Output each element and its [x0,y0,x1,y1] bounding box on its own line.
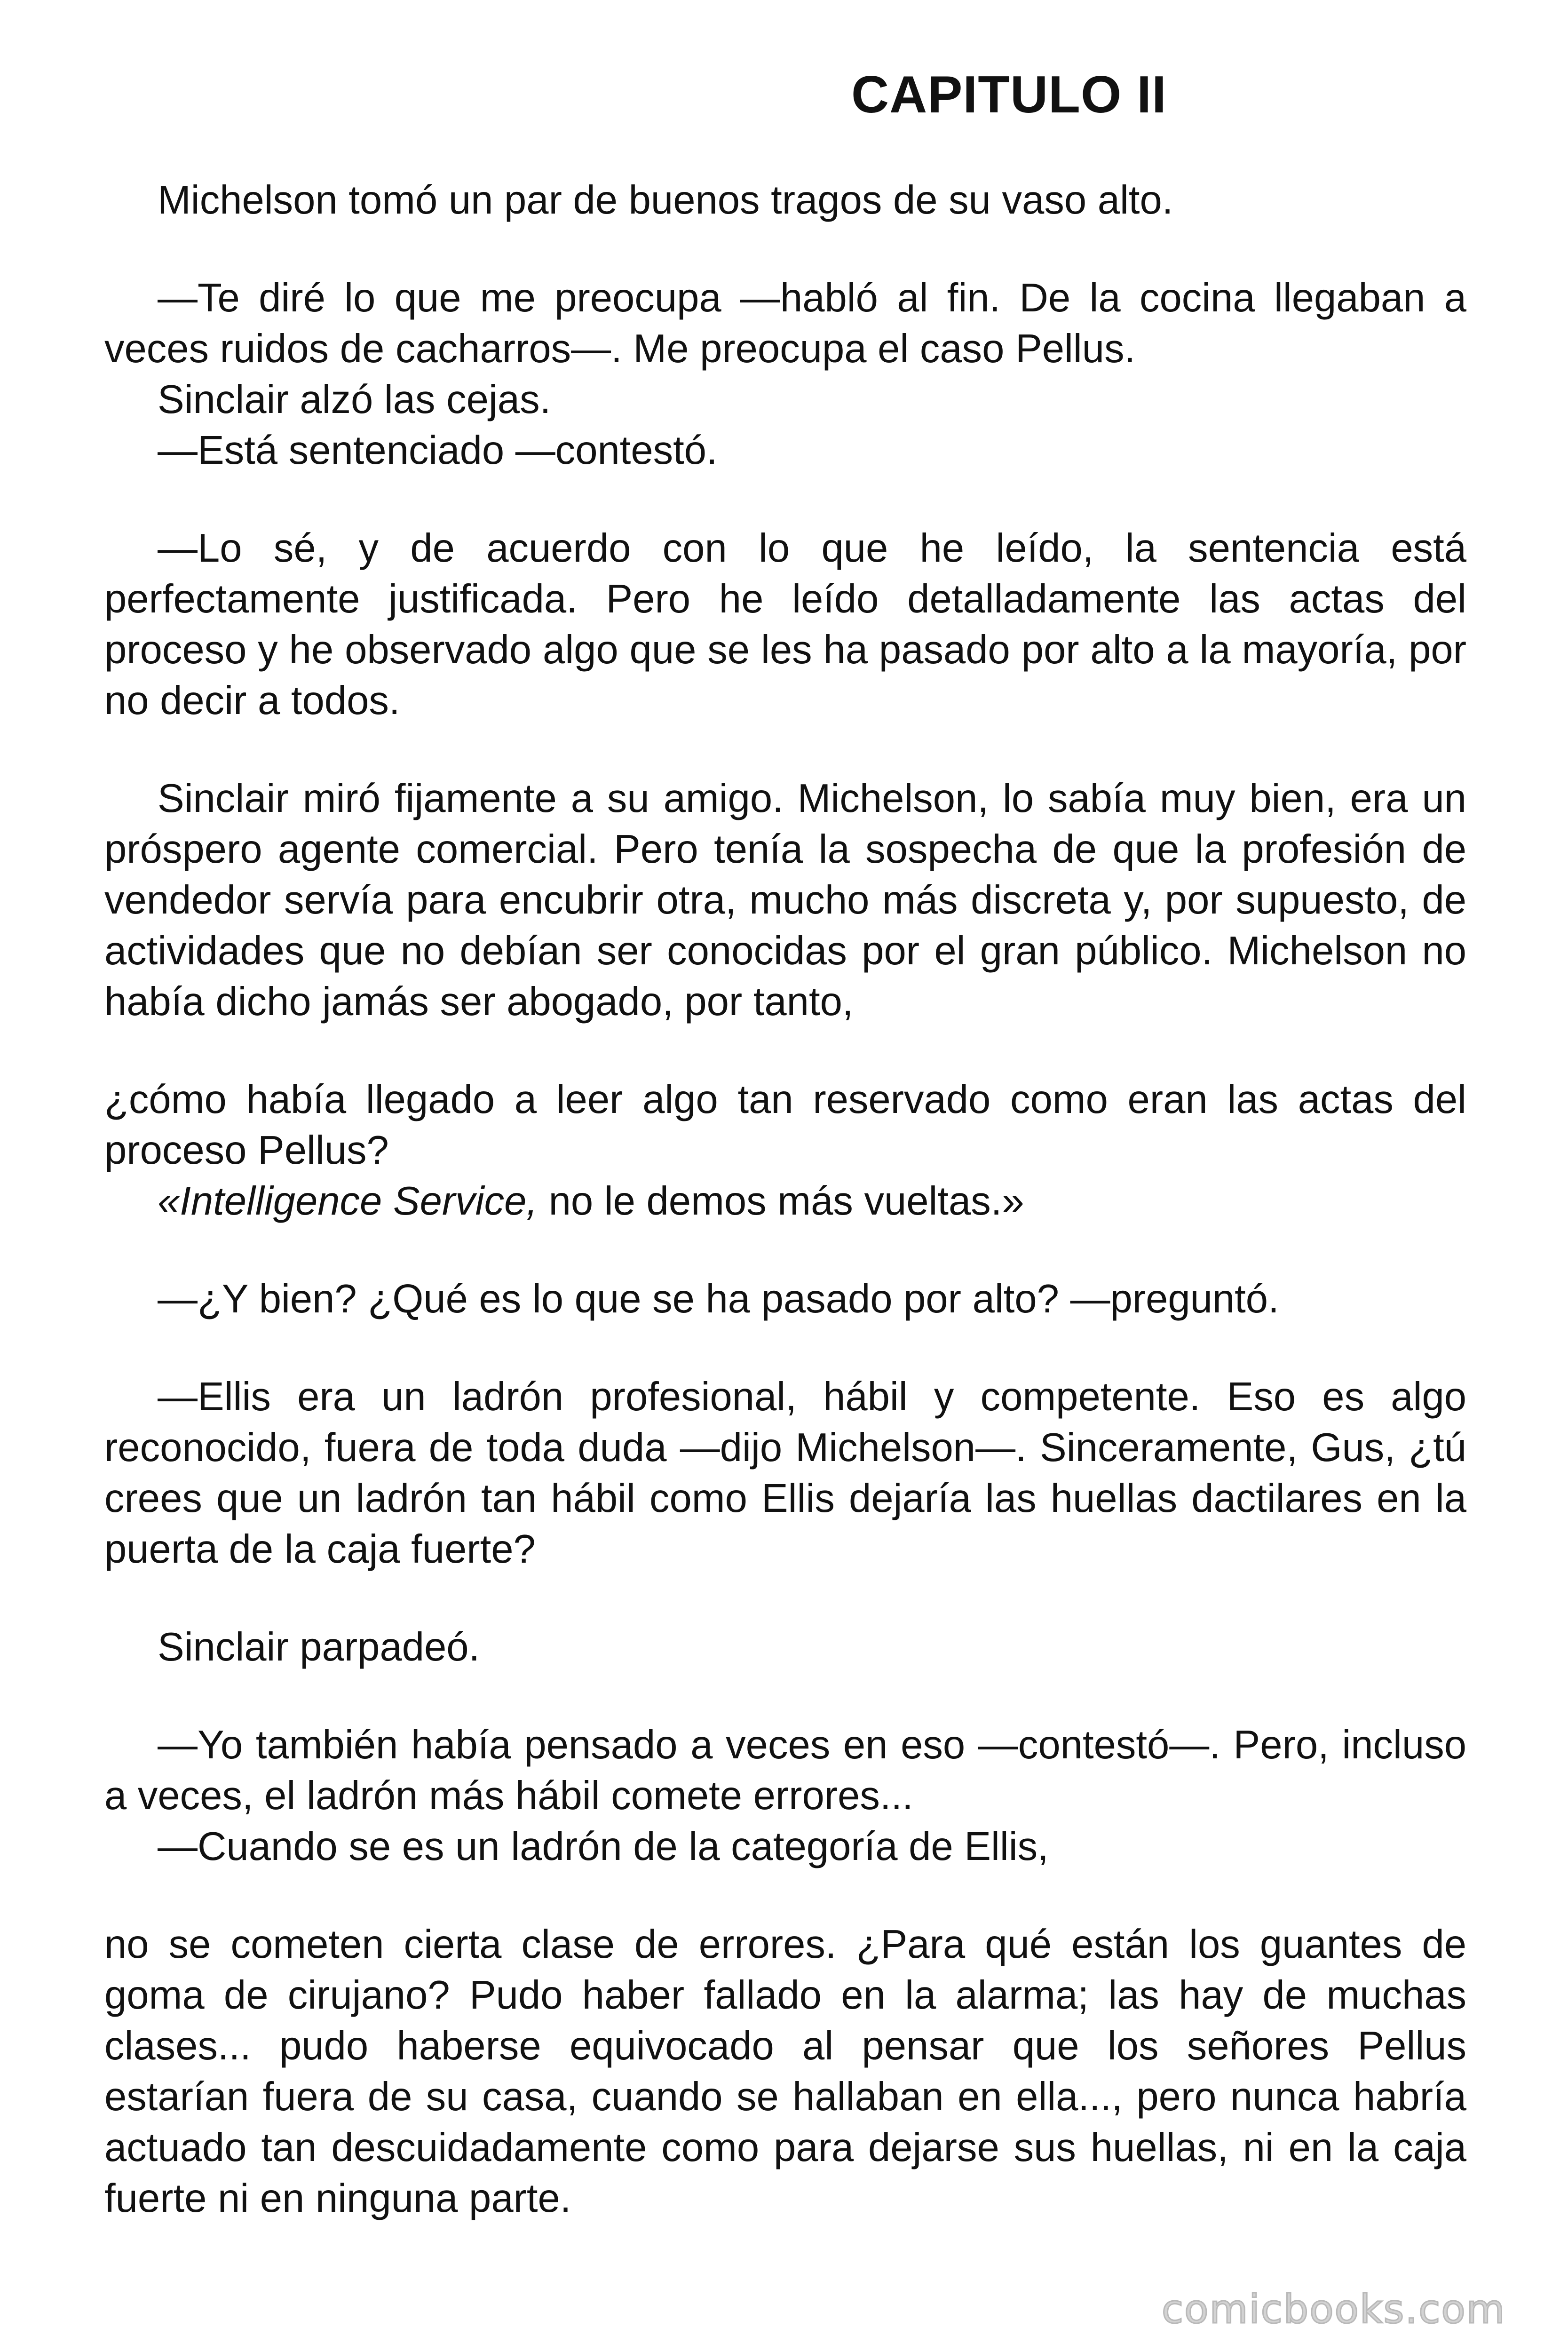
paragraph: Sinclair miró fijamente a su amigo. Michelson, lo sabía muy bien, era un próspero agente comercial. Pero tenía la sospecha de que la profesión de vendedor servía para encubrir otra, mucho más discreta y, por supuesto, de actividades que no debían ser conocidas por el gran público. Michelson no había dicho jamás ser abogado, por tanto, [104,776,1466,1024]
body-text [104,175,1466,2224]
paragraph: —Te diré lo que me preocupa —habló al fin. De la cocina llegaban a veces ruidos de cacharros—. Me preocupa el caso Pellus. [104,276,1466,371]
paragraph: —Cuando se es un ladrón de la categoría de Ellis, [158,1824,1049,1869]
paragraph: —Yo también había pensado a veces en eso —contestó—. Pero, incluso a veces, el ladrón más hábil comete errores... [104,1723,1466,1818]
paragraph: —¿Y bien? ¿Qué es lo que se ha pasado por alto? —preguntó. [158,1277,1279,1321]
italic-phrase: «Intelligence Service, [158,1179,538,1224]
chapter-title: CAPITULO II [851,65,1167,124]
watermark-logo: comicbooks.com [1162,2286,1506,2332]
paragraph [104,1176,1466,1227]
paragraph: Sinclair parpadeó. [158,1625,480,1669]
paragraph: no se cometen cierta clase de errores. ¿Para qué están los guantes de goma de cirujano? Pudo haber fallado en la alarma; las hay de muchas clases... pudo haberse equivocado al pensar que los señores Pellus estarían fuera de su casa, cuando se hallaban en ella..., pero nunca habría actuado tan descuidadamente como para dejarse sus huellas, ni en la caja fuerte ni en ninguna parte. [104,1922,1466,2221]
paragraph: —Está sentenciado —contestó. [158,428,718,473]
paragraph: —Ellis era un ladrón profesional, hábil y competente. Eso es algo reconocido, fuera de toda duda —dijo Michelson—. Sinceramente, Gus, ¿tú crees que un ladrón tan hábil como Ellis dejaría las huellas dactilares en la puerta de la caja fuerte? [104,1375,1466,1572]
paragraph: —Lo sé, y de acuerdo con lo que he leído, la sentencia está perfectamente justificada. Pero he leído detalladamente las actas del proceso y he observado algo que se les ha pasado por alto a la mayoría, por no decir a todos. [104,526,1466,723]
paragraph: Sinclair alzó las cejas. [158,377,551,422]
paragraph: ¿cómo había llegado a leer algo tan reservado como eran las actas del proceso Pellus? [104,1077,1466,1173]
paragraph: Michelson tomó un par de buenos tragos de su vaso alto. [158,178,1173,222]
paragraph-rest: no le demos más vueltas.» [537,1179,1024,1224]
